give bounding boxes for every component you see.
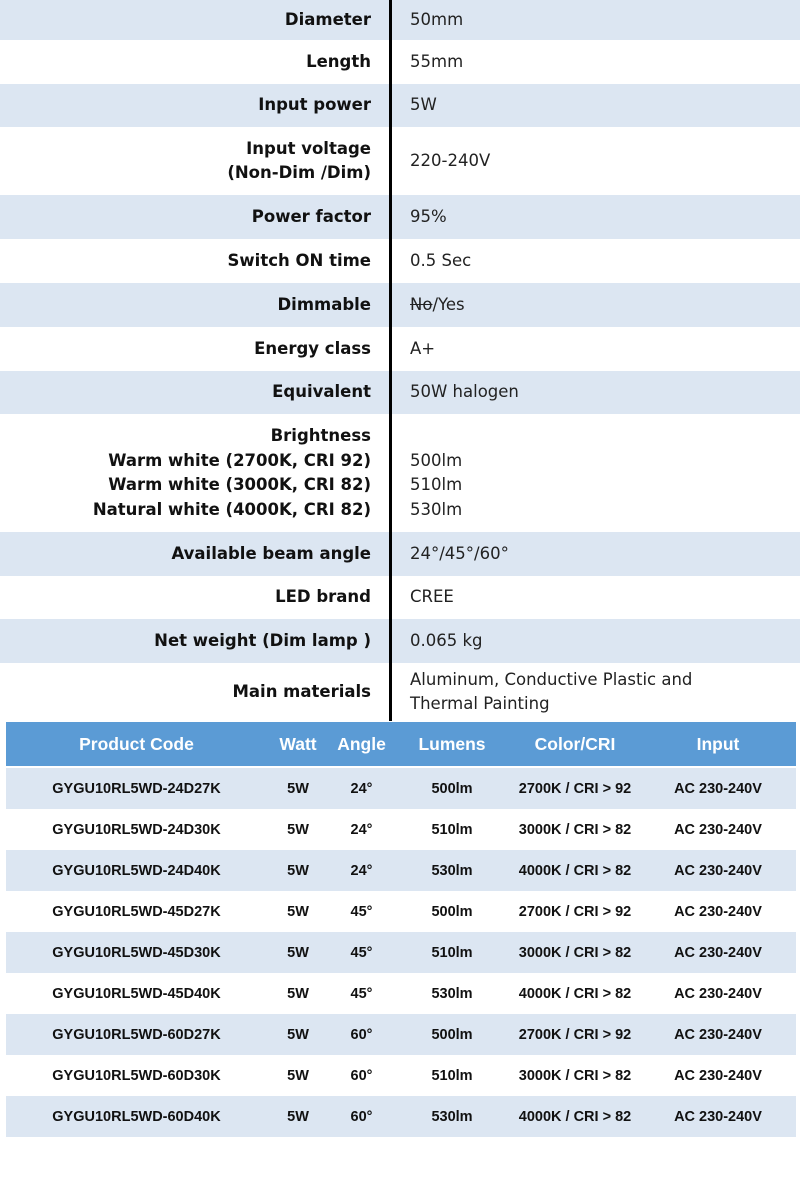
header-watt: Watt: [279, 733, 317, 754]
cell-angle: 24°: [350, 780, 373, 797]
spec-value-line: Aluminum, Conductive Plastic and: [410, 669, 693, 689]
table-row: [6, 973, 796, 1014]
product-table-header: [6, 722, 796, 768]
spec-value: [392, 205, 800, 230]
cell-watt: 5W: [287, 1108, 309, 1125]
spec-value: [392, 542, 800, 567]
cell-product-code: GYGU10RL5WD-45D40K: [52, 985, 221, 1002]
spec-label-line: Energy class: [254, 338, 371, 358]
cell-color-cri: 4000K / CRI > 82: [518, 862, 632, 879]
spec-row: [0, 40, 800, 84]
cell-watt: 5W: [287, 903, 309, 920]
spec-label: [0, 629, 389, 654]
spec-label: [0, 205, 389, 230]
spec-row: [0, 371, 800, 414]
spec-value: [392, 249, 800, 274]
header-angle: Angle: [337, 733, 386, 754]
spec-row: [0, 663, 800, 721]
table-row: [6, 891, 796, 932]
cell-input: AC 230-240V: [674, 1067, 762, 1084]
header-color-cri: Color/CRI: [534, 733, 616, 754]
spec-value: [392, 424, 800, 522]
spec-value-line: Thermal Painting: [410, 694, 550, 713]
spec-value-line: 95%: [410, 206, 447, 226]
cell-product-code: GYGU10RL5WD-24D27K: [52, 780, 221, 797]
table-row: [6, 932, 796, 973]
cell-product-code: GYGU10RL5WD-60D30K: [52, 1067, 221, 1084]
spec-row: [0, 414, 800, 532]
spec-value-line: 530lm: [410, 499, 463, 519]
table-row: [6, 809, 796, 850]
spec-label-line: LED brand: [275, 587, 371, 607]
spec-label: [0, 137, 389, 186]
spec-label-line: Main materials: [232, 681, 371, 701]
spec-value-line: 0.5 Sec: [410, 250, 472, 270]
cell-watt: 5W: [287, 1026, 309, 1043]
spec-value: [392, 380, 800, 405]
spec-value-line: 50W halogen: [410, 382, 519, 402]
cell-lumens: 530lm: [431, 1108, 473, 1125]
spec-label: [0, 337, 389, 362]
cell-color-cri: 3000K / CRI > 82: [518, 1067, 632, 1084]
table-row: [6, 1014, 796, 1055]
cell-angle: 24°: [350, 821, 373, 838]
cell-product-code: GYGU10RL5WD-45D30K: [52, 944, 221, 961]
cell-lumens: 530lm: [431, 862, 473, 879]
cell-lumens: 500lm: [431, 1026, 473, 1043]
spec-label: [0, 380, 389, 405]
cell-product-code: GYGU10RL5WD-45D27K: [52, 903, 221, 920]
spec-label: [0, 293, 389, 318]
cell-input: AC 230-240V: [674, 944, 762, 961]
spec-row: [0, 127, 800, 195]
spec-value: [392, 149, 800, 174]
spec-value-line: 55mm: [410, 51, 464, 71]
spec-value-line: 500lm: [410, 450, 463, 470]
cell-product-code: GYGU10RL5WD-60D27K: [52, 1026, 221, 1043]
spec-row: [0, 619, 800, 663]
cell-input: AC 230-240V: [674, 821, 762, 838]
spec-label: [0, 585, 389, 610]
cell-lumens: 500lm: [431, 780, 473, 797]
spec-label: [0, 50, 389, 75]
spec-value: [392, 93, 800, 118]
spec-label: [0, 8, 389, 33]
spec-value-line: CREE: [410, 587, 454, 607]
spec-label: [0, 542, 389, 567]
spec-value-line: 24°/45°/60°: [410, 543, 509, 563]
spec-value: [392, 50, 800, 75]
spec-value-line: 220-240V: [410, 150, 491, 170]
cell-lumens: 510lm: [431, 821, 473, 838]
spec-label-line: Input power: [258, 95, 371, 115]
table-row: [6, 850, 796, 891]
cell-lumens: 510lm: [431, 944, 473, 961]
cell-input: AC 230-240V: [674, 1108, 762, 1125]
cell-angle: 60°: [350, 1067, 373, 1084]
cell-product-code: GYGU10RL5WD-24D40K: [52, 862, 221, 879]
spec-row: [0, 283, 800, 327]
cell-product-code: GYGU10RL5WD-60D40K: [52, 1108, 221, 1125]
cell-lumens: 530lm: [431, 985, 473, 1002]
spec-label-line: Switch ON time: [227, 250, 371, 270]
spec-label-line: Natural white (4000K, CRI 82): [92, 499, 371, 519]
spec-label-line: Equivalent: [272, 382, 371, 402]
spec-label-line: Net weight (Dim lamp ): [154, 630, 371, 650]
spec-label-line: Available beam angle: [171, 543, 371, 563]
spec-value: [392, 293, 800, 318]
cell-input: AC 230-240V: [674, 862, 762, 879]
cell-watt: 5W: [287, 944, 309, 961]
cell-watt: 5W: [287, 1067, 309, 1084]
cell-color-cri: 2700K / CRI > 92: [518, 780, 632, 797]
cell-watt: 5W: [287, 862, 309, 879]
spec-value: [392, 585, 800, 610]
spec-label: [0, 680, 389, 705]
spec-label-line: Warm white (2700K, CRI 92): [108, 450, 371, 470]
cell-color-cri: 2700K / CRI > 92: [518, 1026, 632, 1043]
spec-label-line: Warm white (3000K, CRI 82): [108, 475, 371, 494]
cell-watt: 5W: [287, 780, 309, 797]
product-table: [6, 722, 796, 1137]
cell-input: AC 230-240V: [674, 985, 762, 1002]
cell-color-cri: 4000K / CRI > 82: [518, 1108, 632, 1125]
cell-color-cri: 3000K / CRI > 82: [518, 944, 632, 961]
spec-value-line: 0.065 kg: [410, 630, 483, 650]
spec-label: [0, 424, 389, 522]
spec-row: [0, 0, 800, 40]
table-row: [6, 1096, 796, 1137]
spec-label-line: Diameter: [284, 9, 371, 29]
spec-label-line: Brightness: [270, 426, 371, 445]
spec-label-line: Power factor: [251, 206, 371, 226]
header-input: Input: [696, 733, 740, 754]
spec-label-line: Dimmable: [277, 294, 371, 314]
spec-value-line: 50mm: [410, 9, 464, 29]
cell-watt: 5W: [287, 821, 309, 838]
spec-value-line: A+: [410, 338, 436, 358]
spec-value: [392, 8, 800, 33]
cell-color-cri: 4000K / CRI > 82: [518, 985, 632, 1002]
cell-angle: 45°: [350, 985, 373, 1002]
spec-row: [0, 195, 800, 239]
spec-label-line: Input voltage: [246, 138, 371, 158]
cell-lumens: 500lm: [431, 903, 473, 920]
spec-value: [392, 629, 800, 654]
spec-row: [0, 532, 800, 576]
table-row: [6, 768, 796, 809]
table-row: [6, 1055, 796, 1096]
cell-input: AC 230-240V: [674, 1026, 762, 1043]
header-product-code: Product Code: [79, 733, 194, 754]
cell-color-cri: 3000K / CRI > 82: [518, 821, 632, 838]
spec-label-line: (Non-Dim /Dim): [227, 163, 371, 182]
cell-watt: 5W: [287, 985, 309, 1002]
product-table-body: [6, 768, 796, 1137]
spec-label-line: Length: [306, 51, 371, 71]
spec-value: [392, 668, 800, 717]
spec-row: [0, 84, 800, 127]
cell-lumens: 510lm: [431, 1067, 473, 1084]
spec-label: [0, 249, 389, 274]
cell-angle: 45°: [350, 903, 373, 920]
cell-input: AC 230-240V: [674, 780, 762, 797]
cell-angle: 45°: [350, 944, 373, 961]
header-lumens: Lumens: [418, 733, 486, 754]
spec-value-rest: /Yes: [432, 294, 465, 314]
spec-value-struck: No: [410, 294, 433, 314]
spec-row: [0, 576, 800, 619]
spec-row: [0, 327, 800, 371]
spec-label: [0, 93, 389, 118]
spec-value-line: [410, 424, 800, 449]
cell-angle: 24°: [350, 862, 373, 879]
spec-value: [392, 337, 800, 362]
spec-value-line: 510lm: [410, 475, 463, 494]
cell-color-cri: 2700K / CRI > 92: [518, 903, 632, 920]
cell-angle: 60°: [350, 1108, 373, 1125]
cell-input: AC 230-240V: [674, 903, 762, 920]
cell-product-code: GYGU10RL5WD-24D30K: [52, 821, 221, 838]
spec-value-line: 5W: [410, 95, 437, 115]
cell-angle: 60°: [350, 1026, 373, 1043]
spec-row: [0, 239, 800, 283]
